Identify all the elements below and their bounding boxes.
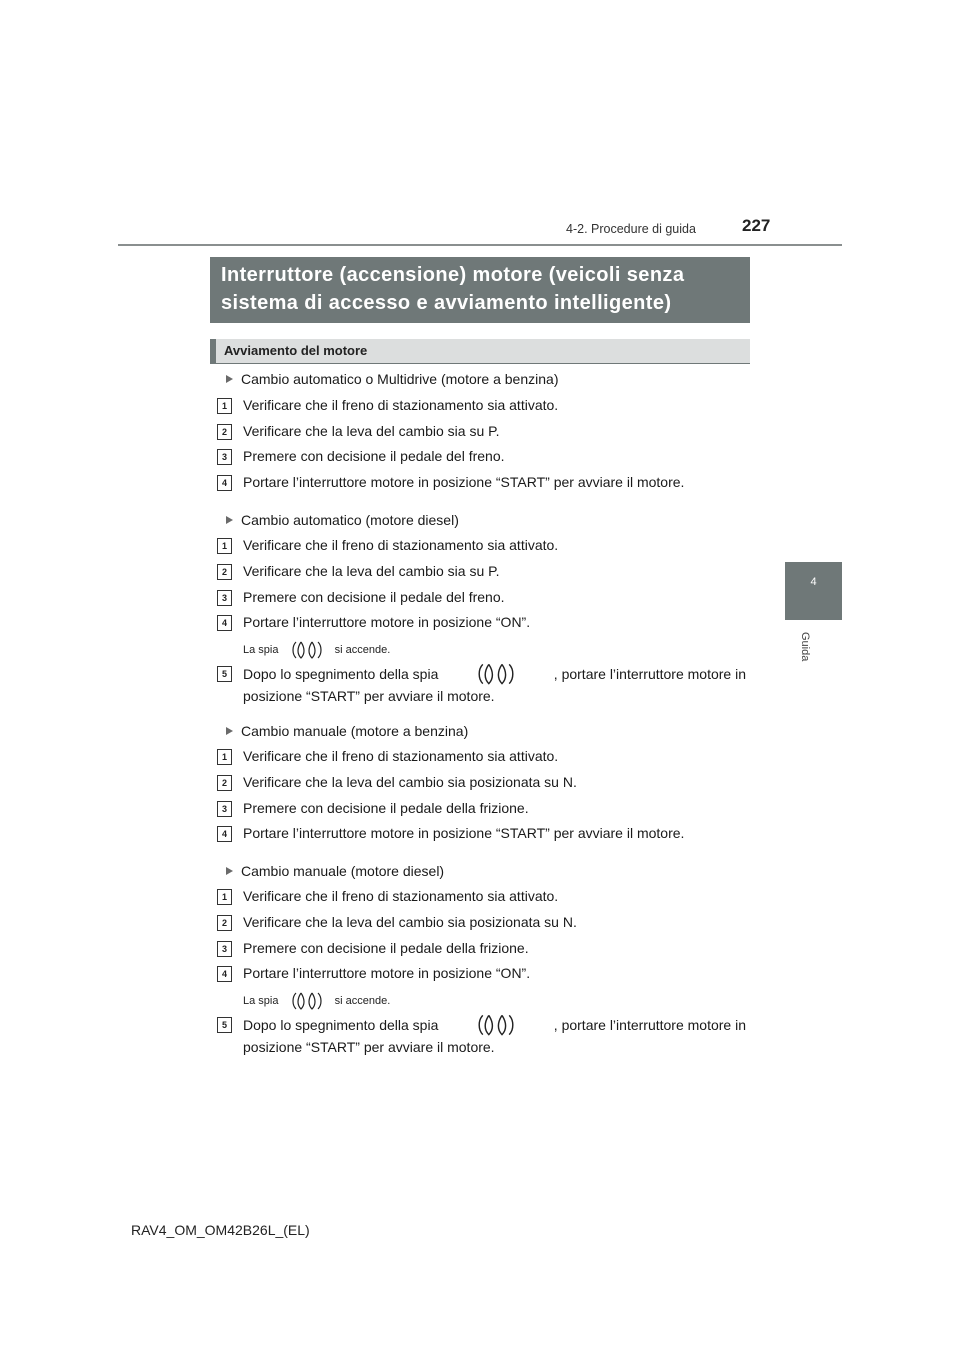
step-text: Premere con decisione il pedale della frizione. [243, 800, 529, 816]
header-divider [118, 244, 842, 246]
step-number: 2 [217, 775, 232, 791]
subheader-accent-bar [210, 339, 216, 363]
glow-plug-indicator-icon [475, 1013, 517, 1037]
step-number: 5 [217, 1017, 232, 1033]
chapter-tab-label-text: Guida [799, 632, 811, 662]
step-number: 3 [217, 941, 232, 957]
header-section-title: 4-2. Procedure di guida [566, 222, 696, 236]
step-number: 1 [217, 889, 232, 905]
triangle-right-icon [226, 375, 233, 383]
step-number: 4 [217, 615, 232, 631]
group-title: Cambio automatico o Multidrive (motore a benzina) [226, 371, 558, 387]
subheader [210, 339, 750, 364]
step-text: Verificare che il freno di stazionamento sia attivato. [243, 748, 559, 764]
glow-plug-indicator-icon [475, 662, 517, 686]
chapter-tab [785, 562, 842, 620]
step-number: 5 [217, 666, 232, 682]
note: La spia si accende. [243, 991, 390, 1011]
glow-plug-indicator-icon [290, 640, 324, 660]
step-text: Dopo lo spegnimento della spia , portare l’interruttore motore in posizione “START” per avviare il motore. [243, 1013, 746, 1058]
step-number: 1 [217, 538, 232, 554]
triangle-right-icon [226, 727, 233, 735]
step-number: 3 [217, 590, 232, 606]
step-number: 4 [217, 826, 232, 842]
step-text: Portare l’interruttore motore in posizione “ON”. [243, 965, 531, 981]
step-text: Portare l’interruttore motore in posizione “ON”. [243, 614, 531, 630]
note: La spia si accende. [243, 640, 390, 660]
footer-document-code: RAV4_OM_OM42B26L_(EL) [131, 1222, 310, 1238]
step-text: Verificare che la leva del cambio sia posizionata su N. [243, 914, 577, 930]
group-title: Cambio manuale (motore diesel) [226, 863, 444, 879]
step-number: 2 [217, 915, 232, 931]
step-number: 1 [217, 749, 232, 765]
step-text: Verificare che il freno di stazionamento sia attivato. [243, 397, 559, 413]
page-number: 227 [742, 216, 771, 235]
step-text: Premere con decisione il pedale del freno. [243, 448, 505, 464]
step-text: Portare l’interruttore motore in posizione “START” per avviare il motore. [243, 474, 685, 490]
step-number: 1 [217, 398, 232, 414]
step-text: Verificare che la leva del cambio sia posizionata su N. [243, 774, 577, 790]
step-number: 3 [217, 801, 232, 817]
step-text: Portare l’interruttore motore in posizione “START” per avviare il motore. [243, 825, 685, 841]
subheader-title: Avviamento del motore [224, 343, 368, 358]
step-number: 3 [217, 449, 232, 465]
group-title: Cambio manuale (motore a benzina) [226, 723, 468, 739]
chapter-tab-label [797, 632, 817, 682]
step-number: 2 [217, 424, 232, 440]
step-number: 4 [217, 966, 232, 982]
glow-plug-indicator-icon [290, 991, 324, 1011]
step-text: Premere con decisione il pedale della frizione. [243, 940, 529, 956]
step-text: Verificare che il freno di stazionamento sia attivato. [243, 537, 559, 553]
triangle-right-icon [226, 867, 233, 875]
step-number: 2 [217, 564, 232, 580]
group-title: Cambio automatico (motore diesel) [226, 512, 459, 528]
step-text: Premere con decisione il pedale del freno. [243, 589, 505, 605]
step-text: Verificare che il freno di stazionamento sia attivato. [243, 888, 559, 904]
triangle-right-icon [226, 516, 233, 524]
chapter-tab-number: 4 [810, 576, 817, 588]
step-text: Verificare che la leva del cambio sia su P. [243, 563, 500, 579]
section-title-line1: Interruttore (accensione) motore (veicoli senza [221, 264, 685, 286]
step-text: Verificare che la leva del cambio sia su P. [243, 423, 500, 439]
section-title-line2: sistema di accesso e avviamento intelligente) [221, 292, 672, 314]
section-title-box [210, 257, 750, 323]
step-text: Dopo lo spegnimento della spia , portare l’interruttore motore in posizione “START” per avviare il motore. [243, 662, 746, 707]
step-number: 4 [217, 475, 232, 491]
